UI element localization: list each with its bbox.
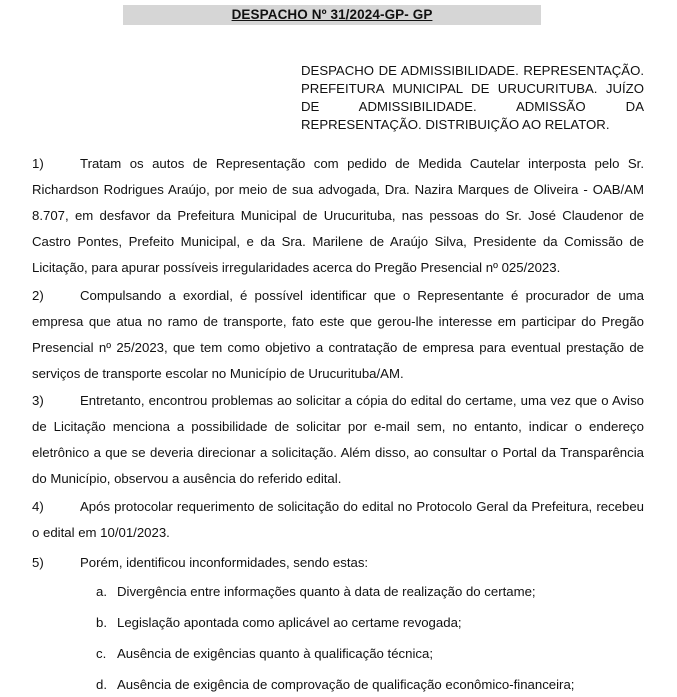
list-item-d (96, 675, 644, 695)
list-item-c (96, 644, 644, 664)
paragraph-number: 3) (32, 393, 44, 408)
paragraph-2 (32, 283, 644, 387)
paragraph-text: Compulsando a exordial, é possível identificar que o Representante é procurador de uma empresa que atua no ramo de transporte, fato este que gerou-lhe interesse em participar do Pregão Presencial nº 25/2023, que tem como objetivo a contratação de empresa para eventual prestação de serviços de transporte escolar no Município de Urucurituba/AM. (32, 288, 644, 381)
paragraph-number: 1) (32, 156, 44, 171)
list-item-letter: b. (96, 615, 107, 630)
paragraph-text: Tratam os autos de Representação com pedido de Medida Cautelar interposta pelo Sr. Richardson Rodrigues Araújo, por meio de sua advogada, Dra. Nazira Marques de Oliveira - OAB/AM 8.707, em desfavor da Prefeitura Municipal de Urucurituba, nas pessoas do Sr. José Claudenor de Castro Pontes, Prefeito Municipal, e da Sra. Marilene de Araújo Silva, Presidente da Comissão de Licitação, para apurar possíveis irregularidades acerca do Pregão Presencial nº 025/2023. (32, 156, 644, 275)
paragraph-4 (32, 494, 644, 546)
paragraph-text: Porém, identificou inconformidades, sendo estas: (80, 555, 369, 570)
list-item-letter: d. (96, 677, 107, 692)
list-item-b (96, 613, 644, 633)
paragraph-5 (32, 550, 644, 576)
paragraph-3 (32, 388, 644, 492)
list-item-letter: c. (96, 646, 107, 661)
paragraph-number: 2) (32, 288, 44, 303)
paragraph-number: 4) (32, 499, 44, 514)
list-item-text: Ausência de exigências quanto à qualificação técnica; (117, 646, 433, 661)
list-item-text: Legislação apontada como aplicável ao certame revogada; (117, 615, 462, 630)
list-item-a (96, 582, 644, 602)
list-item-text: Divergência entre informações quanto à data de realização do certame; (117, 584, 536, 599)
document-title: DESPACHO Nº 31/2024-GP- GP (123, 5, 541, 25)
paragraph-text: Após protocolar requerimento de solicitação do edital no Protocolo Geral da Prefeitura, recebeu o edital em 10/01/2023. (32, 499, 644, 540)
paragraph-1 (32, 151, 644, 281)
paragraph-number: 5) (32, 555, 44, 570)
list-item-letter: a. (96, 584, 107, 599)
list-item-text: Ausência de exigência de comprovação de qualificação econômico-financeira; (117, 677, 575, 692)
paragraph-text: Entretanto, encontrou problemas ao solicitar a cópia do edital do certame, uma vez que o Aviso de Licitação menciona a possibilidade de solicitar por e-mail sem, no entanto, indicar o endereço eletrônico a que se deveria direcionar a solicitação. Além disso, ao consultar o Portal da Transparência do Município, observou a ausência do referido edital. (32, 393, 644, 486)
ementa-summary: DESPACHO DE ADMISSIBILIDADE. REPRESENTAÇÃO. PREFEITURA MUNICIPAL DE URUCURITUBA. JUÍZO DE ADMISSIBILIDADE. ADMISSÃO DA REPRESENTAÇÃO. DISTRIBUIÇÃO AO RELATOR. (301, 63, 644, 132)
